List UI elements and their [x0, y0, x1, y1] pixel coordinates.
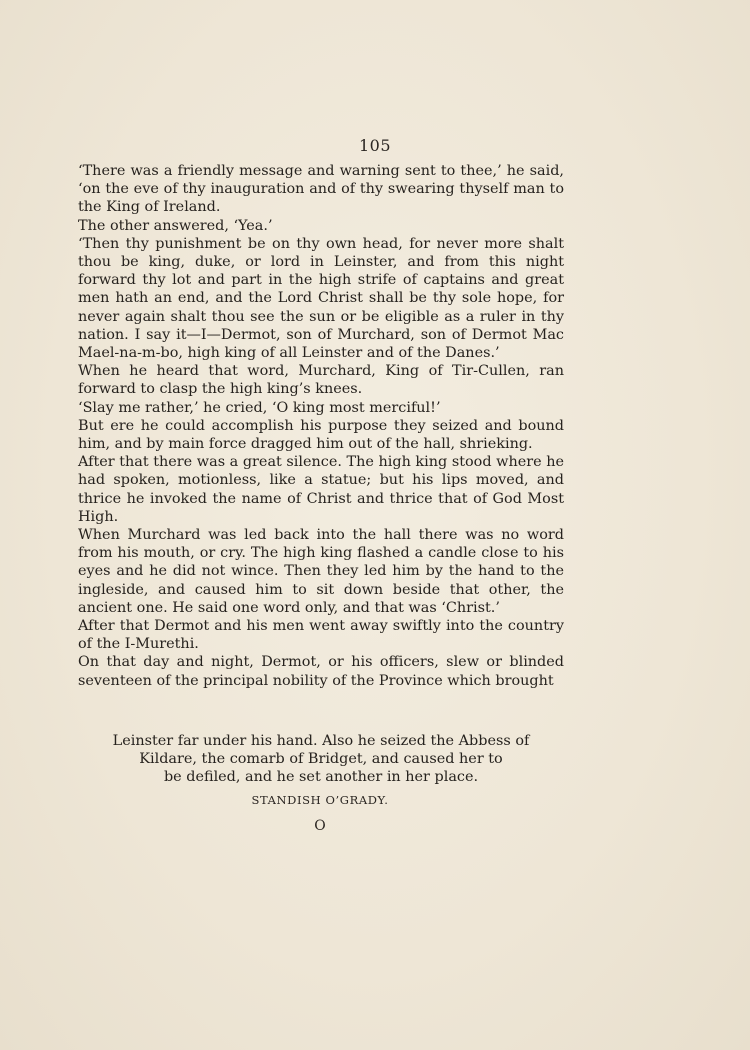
paragraph: The other answered, ‘Yea.’ — [78, 217, 273, 234]
paragraph: On that day and night, Dermot, or his officers, slew or blinded seventeen of the principal nobility of the Province which brought — [78, 654, 564, 689]
paragraph: When he heard that word, Murchard, King of Tir-Cullen, ran forward to clasp the high king’s knees. — [78, 363, 564, 398]
paragraph: When Murchard was led back into the hall there was no word from his mouth, or cry. The high king flashed a candle close to his eyes and he did not wince. Then they led him by the hand to the ingleside, and caused him to sit down beside that other, the ancient one. He said one word only, and that was ‘Christ.’ — [78, 527, 564, 616]
closing-line: Kildare, the comarb of Bridget, and caused her to — [139, 751, 503, 767]
signature-mark: O — [314, 818, 326, 834]
author-signature: STANDISH O’GRADY. — [251, 793, 389, 807]
paragraph: ‘Then thy punishment be on thy own head, for never more shalt thou be king, duke, or lord in Leinster, and from this night forward thy lot and part in the high strife of captains and great men hath an end, and the Lord Christ shall be thy sole hope, for never again shalt thou see the sun or be eligible as a ruler in thy nation. I say it—I—Dermot, son of Murchard, son of Dermot Mac Mael-na-m-bo, high king of all Leinster and of the Danes.’ — [78, 235, 564, 362]
paragraph: After that Dermot and his men went away swiftly into the country of the I-Murethi. — [78, 618, 564, 653]
paragraph: ‘There was a friendly message and warning sent to thee,’ he said, ‘on the eve of thy inauguration and of thy swearing thyself man to the King of Ireland. — [78, 163, 564, 216]
closing-line: be defiled, and he set another in her place. — [163, 769, 479, 785]
page-number: 105 — [358, 136, 392, 155]
paragraph: ‘Slay me rather,’ he cried, ‘O king most merciful!’ — [78, 399, 441, 416]
closing-line: Leinster far under his hand. Also he seized the Abbess of — [112, 733, 530, 749]
paragraph: But ere he could accomplish his purpose they seized and bound him, and by main force dragged him out of the hall, shrieking. — [78, 417, 564, 453]
body-text — [78, 162, 564, 690]
paragraph: After that there was a great silence. The high king stood where he had spoken, motionless, like a statue; but his lips moved, and thrice he invoked the name of Christ and thrice that of God Most High. — [78, 454, 564, 525]
